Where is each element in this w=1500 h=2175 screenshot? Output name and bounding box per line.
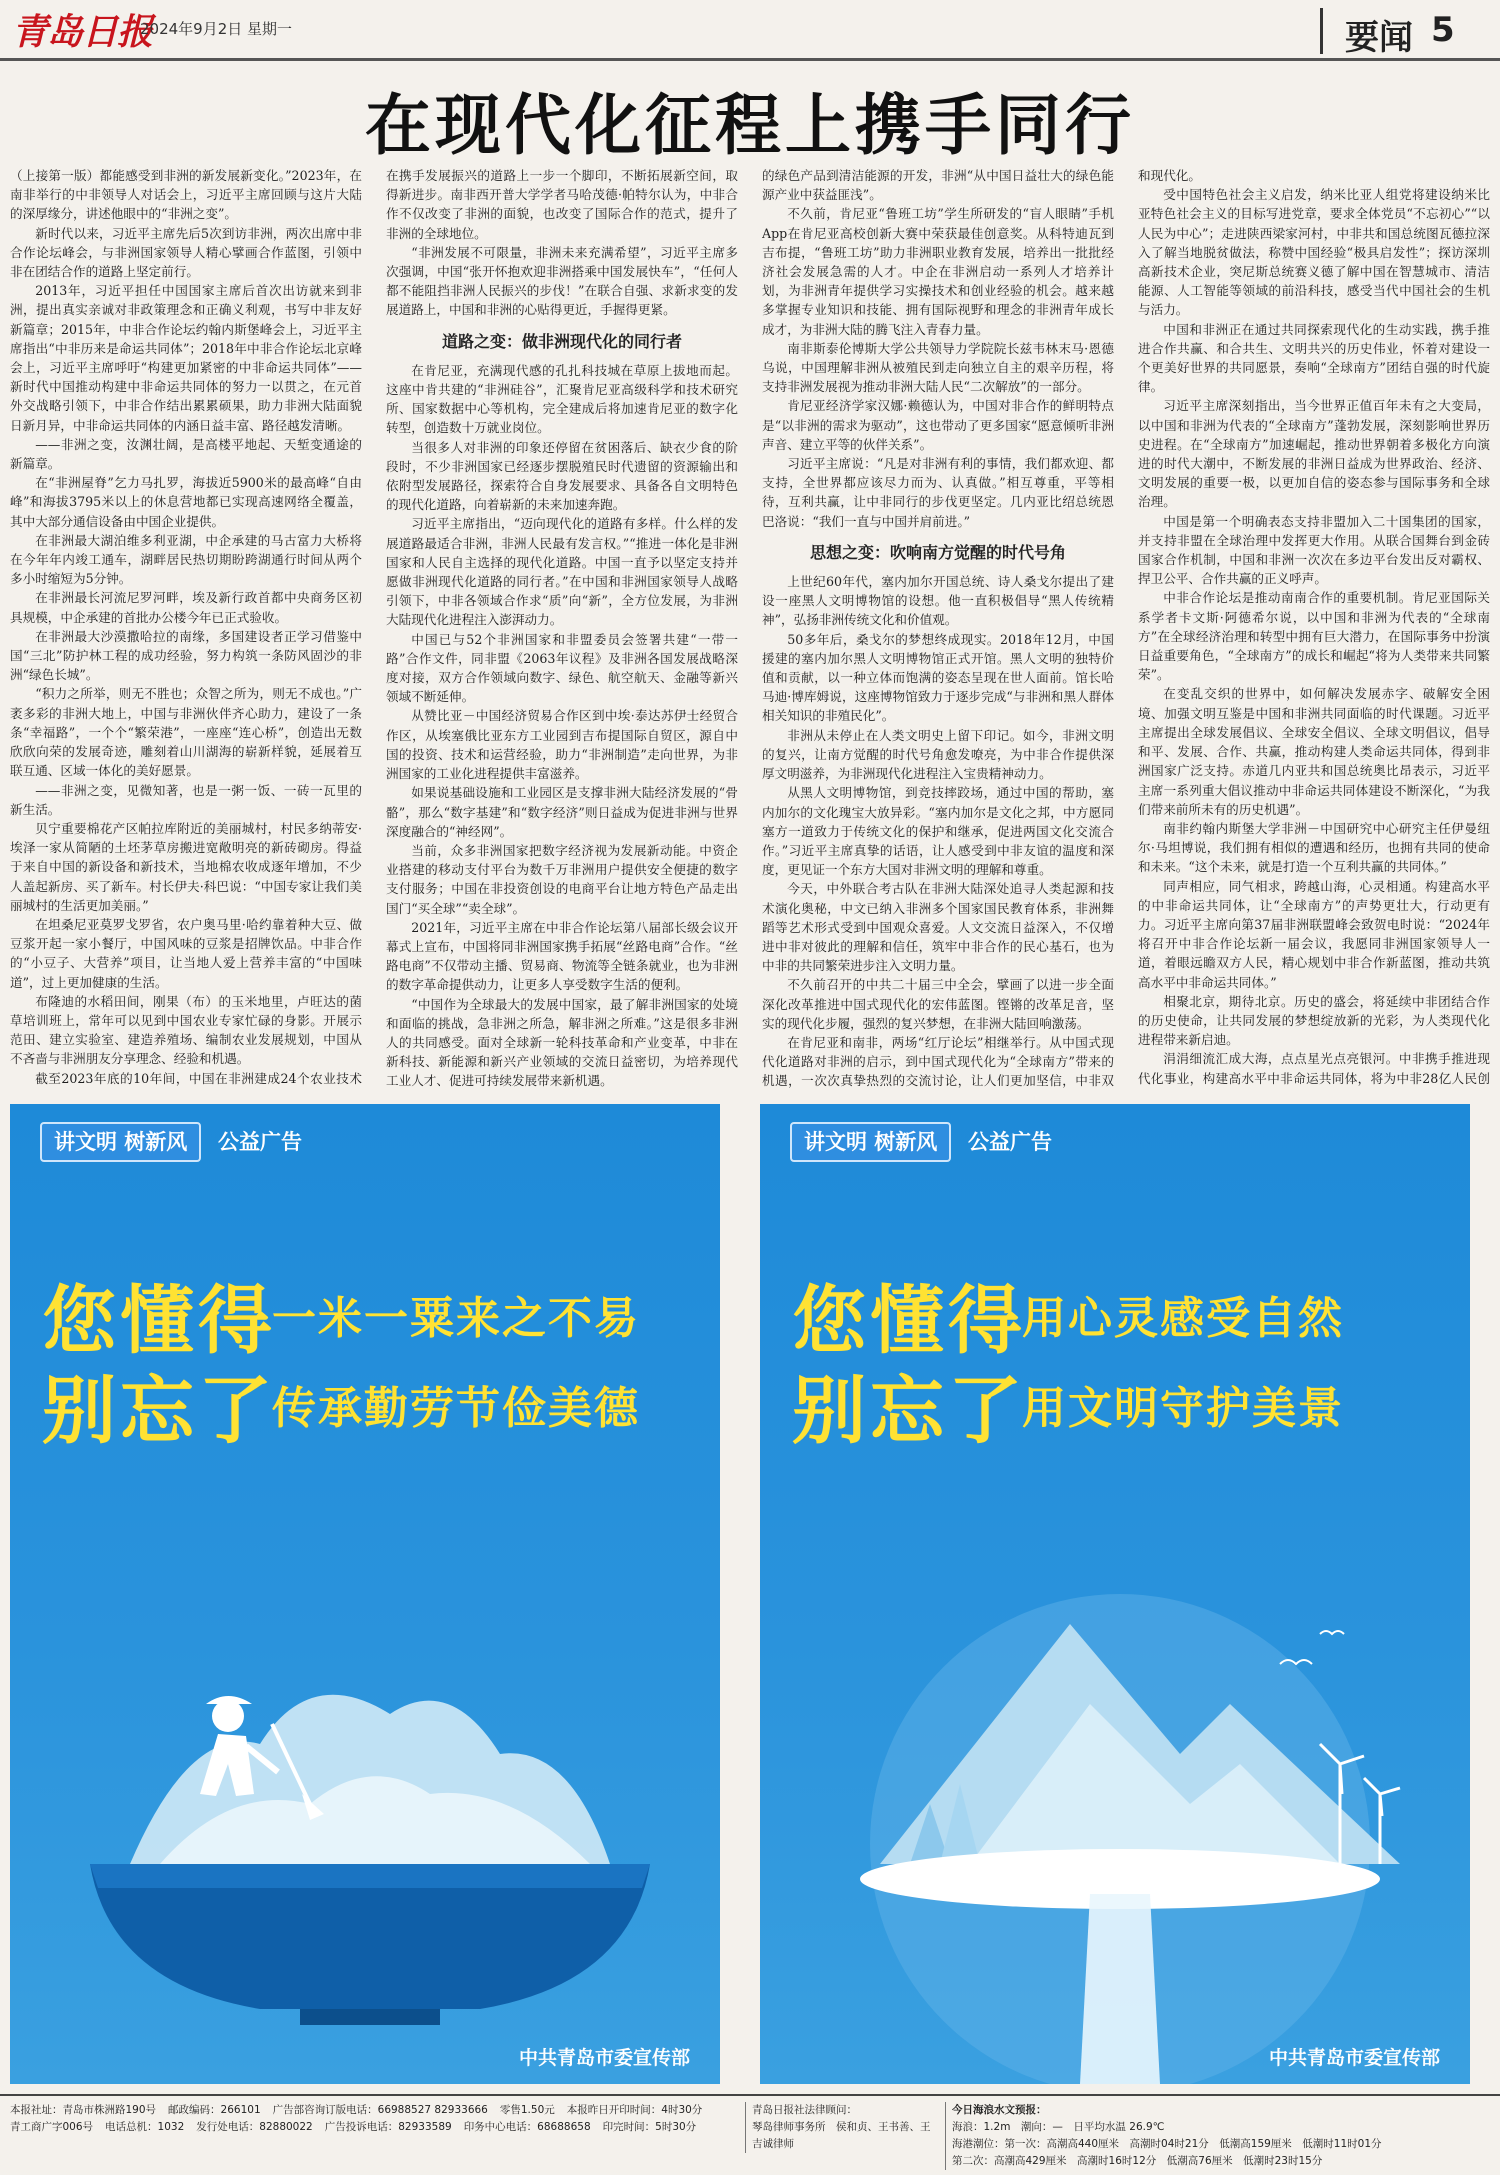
issue-date: 2024年9月2日 星期一: [140, 20, 293, 38]
article-paragraph: 南非斯泰伦博斯大学公共领导力学院院长兹韦林末马·恩德乌说，中国理解非洲从被殖民到走向独立自主的艰辛历程，将支持非洲发展视为推动非洲大陆人民“二次解放”的一部分。: [762, 340, 1114, 395]
public-service-ad-nature: [760, 1104, 1470, 2084]
legal-counsel-firm: 琴岛律师事务所 侯和贞、王书善、王吉诚律师: [752, 2121, 931, 2150]
article-column-4: [1138, 166, 1490, 1088]
publisher-info-item: 发行处电话：82880022: [196, 2121, 313, 2133]
article-body: [10, 166, 1490, 1088]
slogan-line-2: 别忘了: [42, 1368, 276, 1454]
article-column-3: [762, 166, 1114, 1088]
article-paragraph: ——非洲之变，汝渊壮阔，是高楼平地起、天堑变通途的新篇章。: [10, 436, 362, 472]
publisher-info-item: 邮政编码：266101: [168, 2104, 261, 2116]
article-paragraph: 南非约翰内斯堡大学非洲－中国研究中心研究主任伊曼纽尔·马坦博说，我们拥有相似的遭遇和经历，也拥有共同的使命和未来。“这个未来，就是打造一个互利共赢的共同体。”: [1138, 820, 1490, 875]
article-paragraph: 相聚北京，期待北京。历史的盛会，将延续中非团结合作的历史使命，让共同发展的梦想绽放新的光彩，为人类现代化进程带来新启迪。: [1138, 993, 1490, 1048]
article-paragraph: 在非洲最大沙漠撒哈拉的南缘，多国建设者正学习借鉴中国“三北”防护林工程的成功经验，努力构筑一条防风固沙的非洲“绿色长城”。: [10, 628, 362, 683]
masthead: [0, 0, 1500, 60]
tide-forecast: [945, 2102, 1490, 2170]
article-paragraph: 在肯尼亚和南非，两场“红厅论坛”相继举行。从中国式现代化道路对非洲的启示，到中国式现代化为“全球南方”带来的机遇，一次次真挚热烈的交流讨论，让人们更加坚信，中非双: [762, 1034, 1114, 1088]
article-paragraph: 2013年，习近平担任中国国家主席后首次出访就来到非洲，提出真实亲诚对非政策理念和正确义利观，书写中非友好新篇章；2015年，中非合作论坛约翰内斯堡峰会上，习近平主席指出“中非历来是命运共同体”；2018年中非合作论坛北京峰会上，习近平主席呼吁“构建更加紧密的中非命运共同体”——新时代中国推动构建中非命运共同体的努力一以贯之，在元首外交战略引领下，中非合作结出累累硕果，助力非洲大陆面貌日新月异，中非命运共同体的内涵日益丰富、路径越发清晰。: [10, 283, 362, 433]
campaign-tag: 讲文明 树新风: [790, 1122, 951, 1162]
article-paragraph: 如果说基础设施和工业园区是支撑非洲大陆经济发展的“骨骼”，那么“数字基建”和“数字经济”则日益成为促进非洲与世界深度融合的“神经网”。: [386, 785, 738, 839]
page-footer: [0, 2094, 1500, 2175]
rice-bowl-illustration: [10, 1104, 720, 2084]
section-name: 要闻: [1345, 18, 1413, 58]
article-column-1: [10, 166, 362, 1088]
article-paragraph: 受中国特色社会主义启发，纳米比亚人组党将建设纳米比亚特色社会主义的目标写进党章，要求全体党员“不忘初心”“以人民为中心”；走进陕西梁家河村，中非共和国总统图瓦德拉深入了解当地脱贫做法，称赞中国经验“极具启发性”；探访深圳高新技术企业，突尼斯总统赛义德了解中国在智慧城市、清洁能源、人工智能等领域的前沿科技，感受当代中国社会的生机与活力。: [1138, 187, 1490, 318]
article-paragraph: “非洲发展不可限量，非洲未来充满希望”，习近平主席多次强调，中国“张开怀抱欢迎非洲搭乘中国发展快车”，“任何人都不能阻挡非洲人民振兴的步伐！”在联合自强、求新求变的发展道路上，中国和非洲的心贴得更近，手握得更紧。: [386, 244, 738, 318]
sponsor-organization: 中共青岛市委宣传部: [518, 2047, 690, 2069]
publisher-info-item: 青工商广字006号: [10, 2121, 94, 2133]
slogan-line-1: 您懂得: [42, 1278, 276, 1364]
article-paragraph: 肯尼亚经济学家汉娜·赖德认为，中国对非合作的鲜明特点是“以非洲的需求为驱动”，这也带动了更多国家“愿意倾听非洲声音、建立平等的伙伴关系”。: [762, 398, 1114, 452]
public-service-ad-frugality: [10, 1104, 720, 2084]
masthead-rule: [0, 58, 1500, 61]
campaign-tag: 讲文明 树新风: [40, 1122, 201, 1162]
section-subheading: 道路之变：做非洲现代化的同行者: [441, 331, 682, 351]
publisher-info-item: 印完时间：5时30分: [602, 2121, 697, 2133]
article-paragraph: 不久前，肯尼亚“鲁班工坊”学生所研发的“盲人眼睛”手机App在肯尼亚高校创新大赛中荣获最佳创意奖。从科特迪瓦到吉布提，“鲁班工坊”助力非洲职业教育发展，培养出一批批经济社会发展急需的人才。中企在非洲启动一系列人才培养计划，为非洲青年提供学习实操技术和创业经验的机会。越来越多掌握专业知识和技能、拥有国际视野和理念的非洲青年成长成才，为非洲大陆的腾飞注入青春力量。: [762, 206, 1114, 337]
section-subheading: 思想之变：吹响南方觉醒的时代号角: [809, 542, 1066, 562]
article-paragraph: （上接第一版）都能感受到非洲的新发展新变化。”2023年，在南非举行的中非领导人对话会上，习近平主席回顾与这片大陆的深厚缘分，讲述他眼中的“非洲之变”。: [10, 168, 362, 222]
article-paragraph: 在非洲最大湖泊维多利亚湖，中企承建的马古富力大桥将在今年年内竣工通车，湖畔居民热切期盼跨湖通行时间从两个多小时缩短为5分钟。: [10, 532, 362, 587]
publisher-info-item: 印务中心电话：68688658: [463, 2121, 591, 2133]
publisher-info-item: 零售1.50元: [499, 2104, 555, 2116]
article-paragraph: 习近平主席深刻指出，当今世界正值百年未有之大变局，以中国和非洲为代表的“全球南方”蓬勃发展，深刻影响世界历史进程。在“全球南方”加速崛起，推动世界朝着多极化方向演进的时代大潮中，不断发展的非洲日益成为世界政治、经济、文明发展的重要一极，以更加自信的姿态参与国际事务和全球治理。: [1138, 398, 1490, 510]
article-paragraph: “中国作为全球最大的发展中国家，最了解非洲国家的处境和面临的挑战，急非洲之所急，解非洲之所难。”这是很多非洲人的共同感受。面对全球新一轮科技革命和产业变革，中非在新科技、新能源和新兴产业领域的交流日益密切，为培养现代工业人才、促进可持续发展带来新机遇。: [386, 996, 738, 1088]
article-paragraph: 不久前召开的中共二十届三中全会，擘画了以进一步全面深化改革推进中国式现代化的宏伟蓝图。铿锵的改革足音，坚实的现代化步履，强烈的复兴梦想，在非洲大陆回响激荡。: [762, 977, 1114, 1031]
article-paragraph: 在非洲最长河流尼罗河畔，埃及新行政首都中央商务区初具规模，中企承建的首批办公楼今年已正式验收。: [10, 590, 362, 625]
tide-forecast-first: 海港潮位：第一次：高潮高440厘米 高潮时04时21分 低潮高159厘米 低潮时11时01分: [952, 2138, 1382, 2150]
article-paragraph: 截至2023年底的10年间，中国在非洲建成24个农业技术: [35, 1070, 362, 1086]
legal-counsel-title: 青岛日报社法律顾问：: [752, 2104, 857, 2116]
article-paragraph: 中国已与52个非洲国家和非盟委员会签署共建“一带一路”合作文件，同非盟《2063年议程》及非洲各国发展战略深度对接，双方合作领域向数字、绿色、航空航天、金融等新兴领域不断延伸。: [386, 631, 738, 705]
article-column-2: [386, 166, 738, 1088]
publisher-info-item: 广告部咨询订版电话：66988527 82933666: [272, 2104, 488, 2116]
article-paragraph: 和现代化。: [1138, 168, 1201, 183]
slogan-line-2-detail: 用文明守护美景: [1022, 1383, 1344, 1434]
mountain-landscape-illustration: [760, 1104, 1470, 2084]
publisher-info-item: 本报昨日开印时间：4时30分: [566, 2104, 703, 2116]
publisher-info: [10, 2102, 730, 2136]
publisher-info-item: 本报社址：青岛市株洲路190号: [10, 2104, 157, 2116]
article-paragraph: 中国是第一个明确表态支持非盟加入二十国集团的国家，并支持非盟在全球治理中发挥更大作用。从联合国舞台到金砖国家合作机制，中国和非洲一次次在多边平台发出反对霸权、捍卫公平、合作共赢的正义呼声。: [1138, 513, 1490, 587]
article-paragraph: 涓涓细流汇成大海，点点星光点亮银河。中非携手推进现代化事业，构建高水平中非命运共同体，将为中非28亿人民创: [1138, 1051, 1490, 1086]
slogan-line-1-detail: 用心灵感受自然: [1022, 1293, 1344, 1344]
publisher-info-item: 电话总机：1032: [105, 2121, 185, 2133]
article-paragraph: 今天，中外联合考古队在非洲大陆深处追寻人类起源和技术演化奥秘，中文已纳入非洲多个国家国民教育体系，非洲舞蹈等艺术形式受到中国观众喜爱。人文交流日益深入，不仅增进中非对彼此的理解和信任，筑牢中非合作的民心基石，也为中非的共同繁荣进步注入文明力量。: [762, 881, 1114, 974]
article-paragraph: 从赞比亚－中国经济贸易合作区到中埃·泰达苏伊士经贸合作区，从埃塞俄比亚东方工业园到吉布提国际自贸区，源自中国的投资、技术和运营经验，助力“非洲制造”走向世界，为非洲国家的工业化进程提供丰富滋养。: [386, 708, 738, 782]
publisher-info-item: 广告投诉电话：82933589: [324, 2121, 452, 2133]
article-paragraph: 在变乱交织的世界中，如何解决发展赤字、破解安全困境、加强文明互鉴是中国和非洲共同面临的时代课题。习近平主席提出全球发展倡议、全球安全倡议、全球文明倡议，倡导和平、发展、合作、共赢，推动构建人类命运共同体，得到非洲国家广泛支持。赤道几内亚共和国总统奥比昂表示，习近平主席一系列重大倡议推动中非命运共同体建设不断深化，“为我们带来前所未有的历史机遇”。: [1138, 686, 1490, 817]
article-paragraph: 当很多人对非洲的印象还停留在贫困落后、缺衣少食的阶段时，不少非洲国家已经逐步摆脱殖民时代遗留的资源输出和依附型发展路径，探索符合自身发展要求、具备各自文明特色的现代化道路，向着崭新的未来加速奔跑。: [386, 439, 738, 513]
article-headline: 在现代化征程上携手同行: [365, 86, 1135, 164]
article-paragraph: ——非洲之变，见微知著，也是一粥一饭、一砖一瓦里的新生活。: [10, 782, 362, 817]
article-paragraph: 50多年后，桑戈尔的梦想终成现实。2018年12月，中国援建的塞内加尔黑人文明博物馆正式开馆。黑人文明的独特价值和贡献，以一种立体而饱满的姿态呈现在世人面前。馆长哈马迪·博库姆说，这座博物馆致力于逐步完成“与非洲和黑人群体相关知识的非殖民化”。: [762, 631, 1114, 724]
tide-forecast-conditions: 海浪：1.2m 潮向：— 日平均水温 26.9℃: [952, 2121, 1165, 2133]
article-paragraph: 在“非洲屋脊”乞力马扎罗，海拔近5900米的最高峰“自由峰”和海拔3795米以上的休息营地都已实现高速网络全覆盖，其中大部分通信设备由中国企业提供。: [10, 475, 362, 529]
article-paragraph: 布隆迪的水稻田间，刚果（布）的玉米地里，卢旺达的菌草培训班上，常年可以见到中国农业专家忙碌的身影。开展示范田、建立实验室、建造养殖场、编制农业发展规划，中国从不吝啬与非洲朋友分享理念、经验和机遇。: [10, 993, 362, 1067]
article-paragraph: 中国和非洲正在通过共同探索现代化的生动实践，携手推进合作共赢、和合共生、文明共兴的历史伟业，怀着对建设一个更美好世界的共同愿景，奏响“全球南方”团结自强的时代旋律。: [1138, 321, 1490, 395]
publisher-info-row-1: [10, 2102, 730, 2119]
article-paragraph: 在肯尼亚，充满现代感的孔扎科技城在草原上拔地而起。这座中肯共建的“非洲硅谷”，汇聚肯尼亚高级科学和技术研究所、国家数据中心等机构，完全建成后将加速肯尼亚的数字化转型，创造数十万就业岗位。: [386, 362, 738, 436]
tide-forecast-second: 第二次：高潮高429厘米 高潮时16时12分 低潮高76厘米 低潮时23时15分: [952, 2155, 1323, 2167]
publisher-info-row-2: [10, 2119, 730, 2136]
section-indicator: [1320, 8, 1490, 58]
article-paragraph: 中非合作论坛是推动南南合作的重要机制。肯尼亚国际关系学者卡文斯·阿德希尔说，以中国和非洲为代表的“全球南方”在全球经济治理和转型中拥有巨大潜力，在国际事务中扮演日益重要角色，“全球南方”的成长和崛起“将为人类带来共同繁荣”。: [1138, 590, 1490, 683]
article-paragraph: 2021年，习近平主席在中非合作论坛第八届部长级会议开幕式上宣布，中国将同非洲国家携手拓展“丝路电商”合作。“丝路电商”不仅带动主播、贸易商、物流等全链条就业，也为非洲的数字革命提供动力，让更多人享受数字生活的便利。: [386, 919, 738, 993]
article-paragraph: 新时代以来，习近平主席先后5次到访非洲，两次出席中非合作论坛峰会，与非洲国家领导人精心擘画合作蓝图，引领中非在团结合作的道路上坚定前行。: [10, 225, 362, 280]
slogan-line-1-detail: 一米一粟来之不易: [272, 1293, 640, 1344]
article-paragraph: 习近平主席指出，“迈向现代化的道路有多样。什么样的发展道路最适合非洲，非洲人民最有发言权。”“推进一体化是非洲国家和人民自主选择的现代化道路。中国一直予以坚定支持并愿做非洲现代化道路的同行者。”在中国和非洲国家领导人战略引领下，中非各领域合作求“质”向“新”，全方位发展，为非洲大陆现代化进程注入澎湃动力。: [386, 516, 738, 628]
legal-counsel: [745, 2102, 935, 2153]
article-paragraph: 的绿色产品到清洁能源的开发，非洲“从中国日益壮大的绿色能源产业中获益匪浅”。: [762, 168, 1114, 203]
article-paragraph: 习近平主席说：“凡是对非洲有利的事情，我们都欢迎、都支持，全世界都应该尽力而为、认真做。”相互尊重，平等相待，互利共赢，让中非同行的步伐更坚定。几内亚比绍总统恩巴洛说：“我们一直与中国并肩前进。”: [762, 456, 1114, 529]
newspaper-logo: 青岛日报: [12, 11, 153, 53]
sponsor-organization: 中共青岛市委宣传部: [1268, 2047, 1440, 2069]
article-paragraph: “积力之所举，则无不胜也；众智之所为，则无不成也。”广袤多彩的非洲大地上，中国与非洲伙伴齐心助力，建设了一条条“幸福路”，一个个“繁荣港”，一座座“连心桥”，创造出无数欣欣向荣的发展奇迹，雕刻着山川湖海的崭新样貌，延展着互联互通、区域一体化的美好愿景。: [10, 686, 362, 779]
article-paragraph: 当前，众多非洲国家把数字经济视为发展新动能。中资企业搭建的移动支付平台为数千万非洲用户提供安全便捷的数字支付服务；中国在非投资创设的电商平台让地方特色产品走出国门“买全球”“卖全球”。: [386, 842, 738, 916]
article-paragraph: 在坦桑尼亚莫罗戈罗省，农户奥马里·哈约靠着种大豆、做豆浆开起一家小餐厅，中国风味的豆浆是招牌饮品。中非合作的“小豆子、大营养”项目，让当地人爱上营养丰富的“中国味道”，过上更加健康的生活。: [10, 916, 362, 990]
article-paragraph: 上世纪60年代，塞内加尔开国总统、诗人桑戈尔提出了建设一座黑人文明博物馆的设想。他一直积极倡导“黑人传统精神”，弘扬非洲传统文化和价值观。: [762, 574, 1114, 628]
article-paragraph: 从黑人文明博物馆，到竞技摔跤场，通过中国的帮助，塞内加尔的文化瑰宝大放异彩。“塞内加尔是文化之邦，中方愿同塞方一道致力于传统文化的保护和继承，促进两国文化交流合作。”习近平主席真挚的话语，让人感受到中非友谊的温度和深度，更见证一个东方大国对非洲文明的理解和尊重。: [762, 785, 1114, 878]
slogan-line-2-detail: 传承勤劳节俭美德: [272, 1383, 640, 1434]
slogan-line-2: 别忘了: [792, 1368, 1026, 1454]
article-paragraph: 在携手发展振兴的道路上一步一个脚印，不断拓展新空间，取得新进步。南非西开普大学学者马哈茂德·帕特尔认为，中非合作不仅改变了非洲的面貌，也改变了国际合作的范式，提升了非洲的全球地位。: [386, 168, 738, 241]
article-paragraph: 同声相应，同气相求，跨越山海，心灵相通。构建高水平的中非命运共同体，让“全球南方”的声势更壮大，行动更有力。习近平主席向第37届非洲联盟峰会致贺电时说：“2024年将召开中非合作论坛新一届会议，我愿同非洲国家领导人一道，着眼远瞻双方人民，精心规划中非合作新蓝图，推动共筑高水平中非命运共同体。”: [1138, 878, 1490, 990]
page-number: 5: [1431, 10, 1455, 50]
article-paragraph: 非洲从未停止在人类文明史上留下印记。如今，非洲文明的复兴，让南方觉醒的时代号角愈发嘹亮，为中非合作提供深厚文明滋养，为非洲现代化进程注入宝贵精神动力。: [762, 727, 1114, 782]
ad-label: 公益广告: [968, 1130, 1052, 1154]
tide-forecast-title: 今日海浪水文预报：: [952, 2104, 1047, 2116]
ad-label: 公益广告: [218, 1130, 302, 1154]
slogan-line-1: 您懂得: [792, 1278, 1026, 1364]
article-paragraph: 贝宁重要棉花产区帕拉库附近的美丽城村，村民多纳蒂安·埃泽一家从简陋的土坯茅草房搬进宽敞明亮的新砖砌房。得益于来自中国的新设备和新技术，当地棉农收成逐年增加，不少人盖起新房、买了新车。村长伊夫·科巴说：“中国专家让我们美丽城村的生活更加美丽。”: [10, 820, 362, 913]
